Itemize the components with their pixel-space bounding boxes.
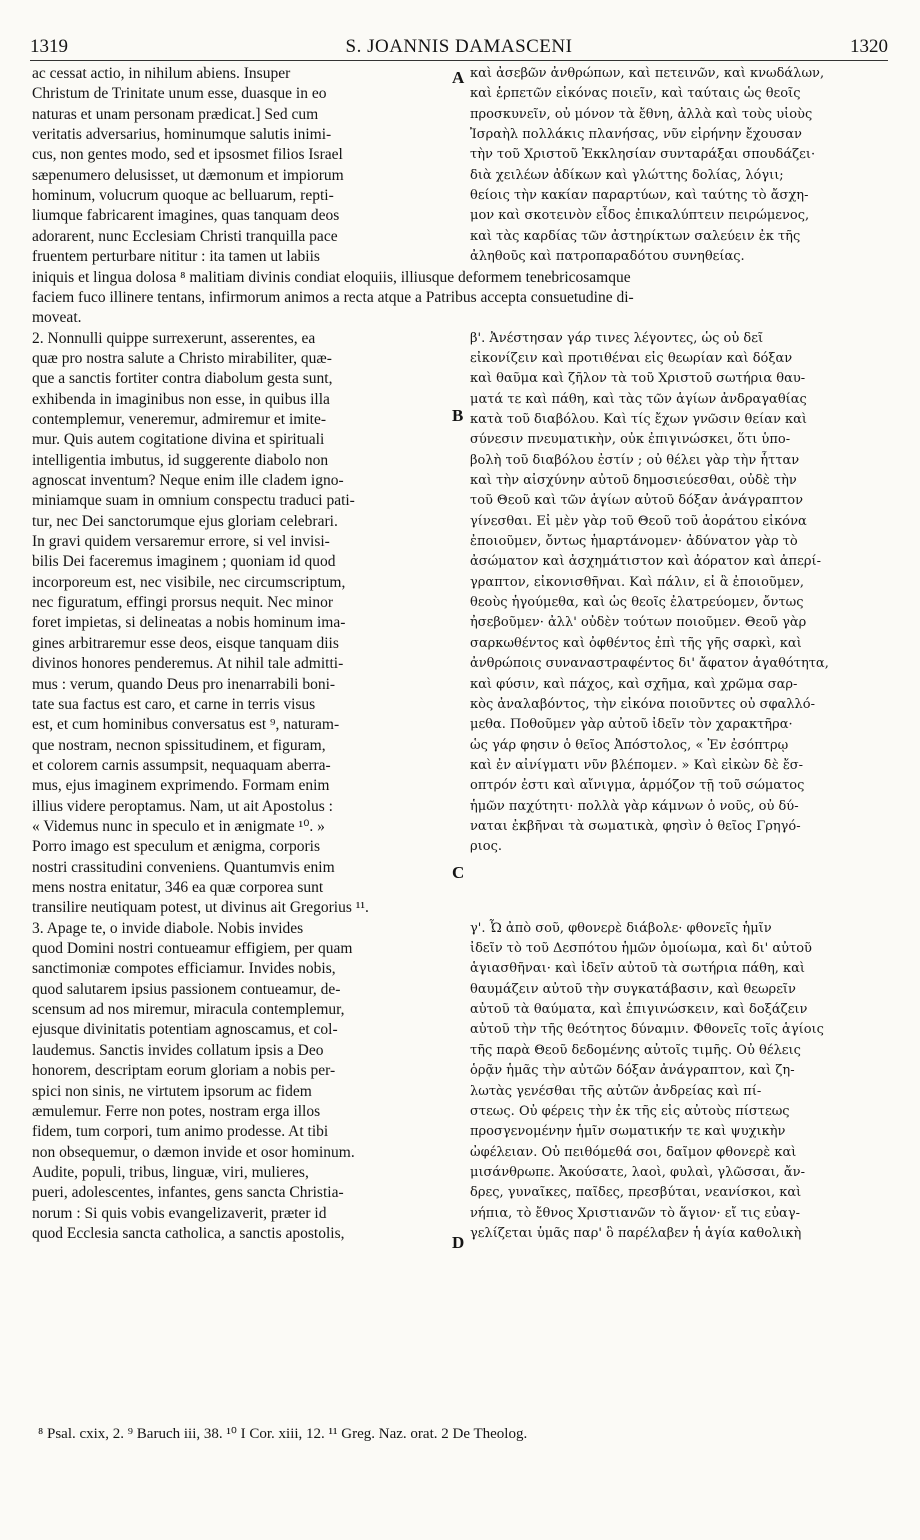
- greek-line: καὶ φύσιν, καὶ πάχος, καὶ σχῆμα, καὶ χρῶμα σαρ-: [470, 677, 798, 692]
- greek-line: θαυμάζειν αὐτοῦ τὴν συγκατάβασιν, καὶ θεωρεῖν: [470, 982, 796, 997]
- greek-line: γ'. Ὦ ἀπὸ σοῦ, φθονερὲ διάβολε· φθονεῖς ἡμῖν: [470, 921, 772, 936]
- section-marker-c: C: [452, 863, 465, 882]
- full-width-line: iniquis et lingua dolosa ⁸ malitiam divinis condiat eloquiis, illiusque deformem tenebricosamque: [32, 269, 631, 286]
- greek-line: διὰ χειλέων ἀδίκων καὶ γλώττης δολίας, λόγιι;: [470, 168, 784, 183]
- section-marker-a: A: [452, 68, 465, 87]
- greek-line: ναται ἐκβῆναι τὰ σωματικὰ, φησὶν ὁ θεῖος Γρηγό-: [470, 819, 801, 834]
- greek-line: μεθα. Ποθοῦμεν γὰρ αὐτοῦ ἰδεῖν τὸν χαρακτῆρα·: [470, 717, 793, 732]
- greek-line: ἀληθοῦς καὶ πατροπαραδότου συνηθείας.: [470, 249, 745, 264]
- greek-line: καὶ θαῦμα καὶ ζῆλον τὰ τοῦ Χριστοῦ σωτήρια θαυ-: [470, 371, 806, 386]
- latin-line: bilis Dei faceremus imaginem ; quoniam id quod: [32, 553, 336, 570]
- latin-line: scensum ad nos miremur, miracula contemplemur,: [32, 1001, 345, 1018]
- latin-line: 3. Apage te, o invide diabole. Nobis invides: [32, 920, 304, 937]
- greek-line: ἠσεβοῦμεν· ἀλλ' οὐδὲν τούτων ποιοῦμεν. Θεοῦ γὰρ: [470, 615, 807, 630]
- full-width-line: mens nostra enitatur, 346 ea quæ corporea sunt: [32, 879, 324, 896]
- latin-line: fidem, tum corpori, tum animo prodesse. At tibi: [32, 1123, 329, 1140]
- latin-line: est, et cum hominibus conversatus est ⁹, naturam-: [32, 716, 340, 733]
- latin-line: Audite, populi, tribus, linguæ, viri, mulieres,: [32, 1164, 309, 1181]
- left-page-number: 1319: [30, 36, 68, 57]
- greek-line: σαρκωθέντος καὶ ὀφθέντος ἐπὶ τῆς γῆς σαρκὶ, καὶ: [470, 636, 802, 651]
- full-width-line: faciem fuco illinere tentans, infirmorum animos a recta atque a Patribus accepta consuetudine di-: [32, 289, 634, 306]
- latin-line: Christum de Trinitate unum esse, duasque in eo: [32, 85, 327, 102]
- greek-line: καὶ τὴν αἰσχύνην αὐτοῦ δημοσιεύεσθαι, οὐδὲ τὴν: [470, 473, 797, 488]
- latin-line: sanctimoniæ compotes efficiamur. Invides nobis,: [32, 960, 336, 977]
- latin-line: mus : verum, quando Deus pro inenarrabili boni-: [32, 676, 336, 693]
- latin-line: quod salutarem ipsius passionem contueamur, de-: [32, 981, 341, 998]
- greek-line: κὸς ἀναλαβόντος, τὴν εἰκόνα ποιοῦντες οὐ σφαλλό-: [470, 697, 816, 712]
- greek-line: καὶ ἀσεβῶν ἀνθρώπων, καὶ πετεινῶν, καὶ κνωδάλων,: [470, 66, 825, 81]
- greek-line: θείοις τὴν κακίαν παραρτύων, καὶ ταύτης τὸ ἄσχη-: [470, 188, 809, 203]
- latin-line: norum : Si quis vobis evangelizaverit, præter id: [32, 1205, 327, 1222]
- latin-line: æmulemur. Ferre non potes, nostram erga illos: [32, 1103, 321, 1120]
- greek-line: ἀσώματον καὶ ἀσχημάτιστον καὶ ἀόρατον καὶ ἀπερί-: [470, 554, 821, 569]
- greek-line: εἰκονίζειν καὶ προτιθέναι εἰς θεωρίαν καὶ δόξαν: [470, 351, 793, 366]
- latin-line: que nostram, necnon spissitudinem, et figuram,: [32, 737, 326, 754]
- latin-line: nostri crassitudini conveniens. Quantumvis enim: [32, 859, 335, 876]
- greek-line: κατὰ τοῦ διαβόλου. Καὶ τίς ἔχων γνῶσιν θείαν καὶ: [470, 412, 808, 427]
- latin-line: tur, nec Dei sanctorumque ejus gloriam celebrari.: [32, 513, 338, 530]
- right-page-number: 1320: [850, 36, 888, 57]
- greek-line: ματά τε καὶ πάθη, καὶ τὰς τῶν ἁγίων ἀνδραγαθίας: [470, 392, 807, 407]
- latin-line: 2. Nonnulli quippe surrexerunt, asserentes, ea: [32, 330, 316, 347]
- latin-line: gines arbitraremur esse deos, eisque tanquam diis: [32, 635, 339, 652]
- latin-line: pueri, adolescentes, infantes, gens sancta Christia-: [32, 1184, 344, 1201]
- section-marker-b: B: [452, 406, 464, 425]
- latin-line: divinos honores penderemus. At nihil tale admitti-: [32, 655, 344, 672]
- greek-line: καὶ ἑρπετῶν εἰκόνας ποιεῖν, καὶ ταύταις ὡς θεοῖς: [470, 86, 801, 101]
- greek-line: στεως. Οὐ φέρεις τὴν ἐκ τῆς εἰς αὐτοὺς πίστεως: [470, 1104, 790, 1119]
- latin-line: mus, ejus imaginem exprimendo. Formam enim: [32, 777, 330, 794]
- greek-line: ριος.: [470, 839, 502, 854]
- latin-line: « Videmus nunc in speculo et in ænigmate ¹⁰. »: [32, 818, 325, 835]
- latin-line: laudemus. Sanctis invides collatum ipsis a Deo: [32, 1042, 324, 1059]
- greek-line: ἰδεῖν τὸ τοῦ Δεσπότου ἡμῶν ὁμοίωμα, καὶ δι' αὐτοῦ: [470, 941, 812, 956]
- latin-line: transilire neutiquam potest, ut divinus ait Gregorius ¹¹.: [32, 899, 369, 916]
- greek-line: τὴν τοῦ Χριστοῦ Ἐκκλησίαν συνταράξαι σπουδάζει·: [470, 147, 816, 162]
- greek-line: Ἰσραὴλ πολλάκις πλανήσας, νῦν εἰρήνην ἔχουσαν: [470, 127, 802, 142]
- section-marker-d: D: [452, 1233, 465, 1252]
- latin-line: contemplemur, veneremur, admiremur et imite-: [32, 411, 327, 428]
- latin-line: tate sua factus est caro, et carne in terris visus: [32, 696, 316, 713]
- greek-line: αὐτοῦ τὴν τῆς θεότητος δύναμιν. Φθονεῖς τοῖς ἁγίοις: [470, 1022, 824, 1037]
- greek-line: μισάνθρωπε. Ἀκούσατε, λαοὶ, φυλαὶ, γλῶσσαι, ἄν-: [470, 1165, 805, 1180]
- latin-line: quod Domini nostri contueamur effigiem, per quam: [32, 940, 353, 957]
- greek-line: μον καὶ σκοτεινὸν εἶδος ἐπικαλύπτειν πειρώμενος,: [470, 208, 810, 223]
- greek-line: νήπια, τὸ ἔθνος Χριστιανῶν τὸ ἅγιον· εἴ τις εὐαγ-: [470, 1206, 800, 1221]
- latin-line: intelligentia imbutus, id suggerente diabolo non: [32, 452, 329, 469]
- latin-line: In gravi quidem versaremur errore, si vel invisi-: [32, 533, 330, 550]
- greek-line: ἁγιασθῆναι· καὶ ἰδεῖν αὐτοῦ τὰ σωτήρια πάθη, καὶ: [470, 961, 806, 976]
- greek-line: θεοὺς ἡγούμεθα, καὶ ὡς θεοῖς ἐλατρεύομεν, ὄντως: [470, 595, 804, 610]
- latin-line: ejusque divinitatis potentiam agnoscamus, et col-: [32, 1021, 338, 1038]
- latin-line: miniamque suam in omnium conspectu traduci pati-: [32, 492, 355, 509]
- latin-line: honorem, descriptam eorum gloriam a nobis per-: [32, 1062, 336, 1079]
- latin-line: adorarent, nunc Ecclesiam Christi tranquilla pace: [32, 228, 338, 245]
- greek-line: ὠφέλειαν. Οὐ πειθόμεθά σοι, δαῖμον φθονερὲ καὶ: [470, 1145, 797, 1160]
- latin-line: quod Ecclesia sancta catholica, a sanctis apostolis,: [32, 1225, 345, 1242]
- greek-line: καὶ τὰς καρδίας τῶν ἀστηρίκτων σαλεύειν ἐκ τῆς: [470, 229, 801, 244]
- latin-line: exhibenda in imaginibus non esse, in quibus illa: [32, 391, 330, 408]
- latin-line: Porro imago est speculum et ænigma, corporis: [32, 838, 320, 855]
- greek-line: προσκυνεῖν, οὐ μόνον τὰ ἔθνη, ἀλλὰ καὶ τοὺς υἱοὺς: [470, 107, 813, 122]
- greek-line: ἡμῶν παχύτητι· πολλὰ γὰρ κάμνων ὁ νοῦς, οὐ δύ-: [470, 799, 799, 814]
- greek-line: βολὴ τοῦ διαβόλου ἐστίν ; οὐ θέλει γὰρ τὴν ἧτταν: [470, 453, 800, 468]
- latin-line: incorporeum est, nec visibile, nec circumscriptum,: [32, 574, 346, 591]
- latin-line: et colorem carnis assumpsit, nequaquam aberra-: [32, 757, 331, 774]
- greek-line: ἐποιοῦμεν, ὄντως ἡμαρτάνομεν· ἀδύνατον γὰρ τὸ: [470, 534, 798, 549]
- greek-line: β'. Ἀνέστησαν γάρ τινες λέγοντες, ὡς οὐ δεῖ: [470, 331, 764, 346]
- latin-line: veritatis adversarius, hominumque salutis inimi-: [32, 126, 332, 143]
- latin-line: non obsequemur, o dæmon invide et osor hominum.: [32, 1144, 355, 1161]
- greek-line: σύνεσιν πνευματικὴν, οὐκ ἐπιγινώσκει, ὅτι ὑπο-: [470, 432, 791, 447]
- greek-line: ἀνθρώποις συναναστραφέντος δι' ἄφατον ἀγαθότητα,: [470, 656, 829, 671]
- latin-line: hominum, volucrum quoque ac belluarum, repti-: [32, 187, 334, 204]
- latin-line: naturas et unam personam prædicat.] Sed cum: [32, 106, 319, 123]
- greek-line: ὡς γάρ φησιν ὁ θεῖος Ἀπόστολος, « Ἐν ἐσόπτρῳ: [470, 738, 789, 753]
- greek-line: προσγενομένην ἡμῖν σωματικήν τε καὶ ψυχικὴν: [470, 1124, 786, 1139]
- footnotes: ⁸ Psal. cxix, 2. ⁹ Baruch iii, 38. ¹⁰ I Cor. xiii, 12. ¹¹ Greg. Naz. orat. 2 De Theolog.: [38, 1426, 528, 1442]
- latin-line: quæ pro nostra salute a Christo mirabiliter, quæ-: [32, 350, 332, 367]
- running-header: [30, 36, 888, 58]
- greek-line: δρες, γυναῖκες, παῖδες, πρεσβύται, νεανίσκοι, καὶ: [470, 1185, 802, 1200]
- greek-line: γελίζεται ὑμᾶς παρ' ὃ παρέλαβεν ἡ ἁγία καθολικὴ: [470, 1226, 802, 1241]
- greek-line: γίνεσθαι. Εἰ μὲν γὰρ τοῦ Θεοῦ τοῦ ἀοράτου εἰκόνα: [470, 514, 807, 529]
- latin-line: cus, non gentes modo, sed et ipsosmet filios Israel: [32, 146, 343, 163]
- latin-line: foret impietas, si delineatas a nobis hominum ima-: [32, 614, 346, 631]
- greek-line: καὶ ἐν αἰνίγματι νῦν βλέπομεν. » Καὶ εἰκὼν δὲ ἔσ-: [470, 758, 804, 773]
- greek-line: λωτὰς γενέσθαι τῆς αὐτῶν ἀνδρείας καὶ πί-: [470, 1084, 762, 1099]
- latin-line: que a sanctis fortiter contra diabolum gesta sunt,: [32, 370, 333, 387]
- latin-line: illius videre peroptamus. Nam, ut ait Apostolus :: [32, 798, 333, 815]
- latin-line: liumque fabricarent imagines, quas tanquam deos: [32, 207, 340, 224]
- latin-line: fruentem perturbare nititur : ita tamen ut labiis: [32, 248, 320, 265]
- greek-line: ὁρᾷν ἡμᾶς τὴν αὐτῶν δόξαν ἀνάγραπτον, καὶ ζη-: [470, 1063, 795, 1078]
- greek-line: γραπτον, εἰκονισθῆναι. Καὶ πάλιν, εἰ ἃ ἐποιοῦμεν,: [470, 575, 805, 590]
- greek-line: οπτρόν ἐστι καὶ αἴνιγμα, ἁρμόζον τῇ τοῦ σώματος: [470, 778, 805, 793]
- latin-line: ac cessat actio, in nihilum abiens. Insuper: [32, 65, 291, 82]
- full-width-line: moveat.: [32, 309, 82, 326]
- latin-line: sæpenumero delusisset, ut dæmonum et impiorum: [32, 167, 344, 184]
- header-rule: [30, 60, 888, 61]
- latin-line: nec figuratum, effingi prorsus nequit. Nec minor: [32, 594, 334, 611]
- greek-line: αὐτοῦ τὰ θαύματα, καὶ ἐπιγινώσκειν, καὶ δοξάζειν: [470, 1002, 808, 1017]
- latin-line: spici non sinis, ne virtutem ipsorum ac fidem: [32, 1083, 312, 1100]
- latin-line: agnoscat inventum? Neque enim ille cladem igno-: [32, 472, 344, 489]
- running-title: S. JOANNIS DAMASCENI: [345, 36, 573, 57]
- greek-line: τῆς παρὰ Θεοῦ δεδομένης αὐτοῖς τιμῆς. Οὐ θέλεις: [470, 1043, 801, 1058]
- latin-line: mur. Quis autem cogitatione divina et spirituali: [32, 431, 325, 448]
- greek-line: τοῦ Θεοῦ καὶ τῶν ἁγίων αὐτοῦ δόξαν ἀνάγραπτον: [470, 493, 804, 508]
